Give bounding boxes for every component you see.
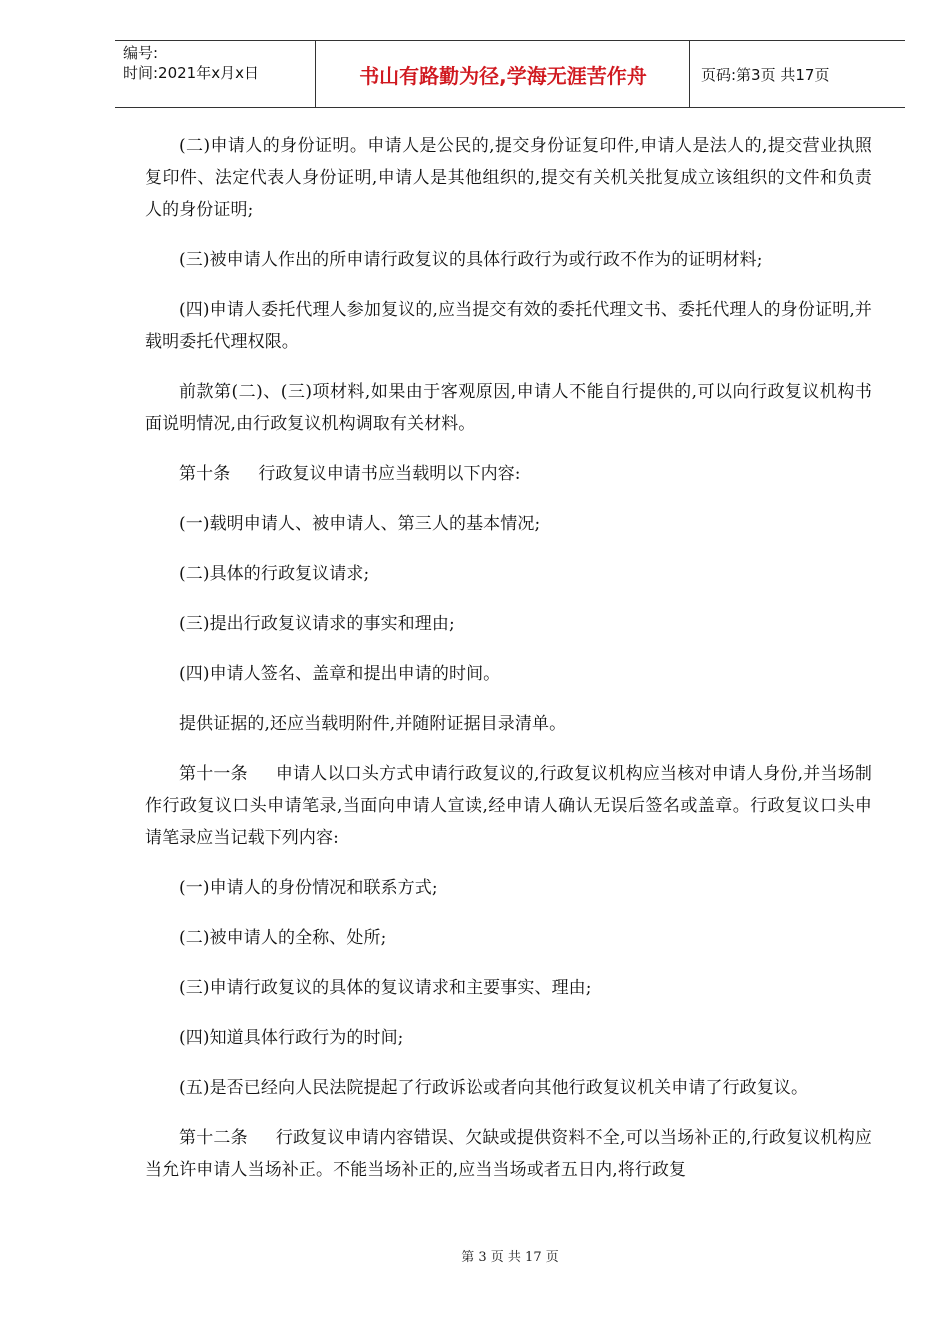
paragraph bbox=[145, 872, 872, 904]
paragraph-text: (三)申请行政复议的具体的复议请求和主要事实、理由; bbox=[179, 978, 592, 998]
header-meta bbox=[123, 43, 313, 83]
header-divider bbox=[689, 41, 690, 107]
paragraph bbox=[145, 708, 872, 740]
paragraph-text: (二)具体的行政复议请求; bbox=[179, 564, 370, 584]
header-divider bbox=[315, 41, 316, 107]
paragraph-text: (五)是否已经向人民法院提起了行政诉讼或者向其他行政复议机关申请了行政复议。 bbox=[179, 1078, 809, 1098]
paragraph-text: 提供证据的,还应当载明附件,并随附证据目录清单。 bbox=[179, 714, 567, 734]
paragraph bbox=[145, 1122, 872, 1186]
paragraph-text: (一)载明申请人、被申请人、第三人的基本情况; bbox=[179, 514, 541, 534]
header-page-label: 页码:第3页 共17页 bbox=[701, 65, 830, 84]
article-number: 第十条 bbox=[179, 464, 231, 484]
document-header bbox=[115, 40, 905, 108]
paragraph bbox=[145, 130, 872, 226]
paragraph bbox=[145, 244, 872, 276]
number-label: 编号: bbox=[123, 44, 159, 62]
paragraph-text: (一)申请人的身份情况和联系方式; bbox=[179, 878, 438, 898]
paragraph bbox=[145, 658, 872, 690]
paragraph-text: 行政复议申请内容错误、欠缺或提供资料不全,可以当场补正的,行政复议机构应当允许申请人当场补正。不能当场补正的,应当当场或者五日内,将行政复 bbox=[145, 1128, 873, 1180]
paragraph bbox=[145, 558, 872, 590]
paragraph-text: (四)申请人签名、盖章和提出申请的时间。 bbox=[179, 664, 501, 684]
paragraph-text: (二)被申请人的全称、处所; bbox=[179, 928, 387, 948]
header-motto: 书山有路勤为径,学海无涯苦作舟 bbox=[359, 63, 647, 88]
paragraph-text: (四)知道具体行政行为的时间; bbox=[179, 1028, 404, 1048]
paragraph-text: 前款第(二)、(三)项材料,如果由于客观原因,申请人不能自行提供的,可以向行政复议机构书面说明情况,由行政复议机构调取有关材料。 bbox=[145, 382, 872, 434]
paragraph bbox=[145, 972, 872, 1004]
document-body bbox=[145, 130, 872, 1204]
paragraph bbox=[145, 508, 872, 540]
paragraph bbox=[145, 758, 872, 854]
paragraph bbox=[145, 922, 872, 954]
article-number: 第十一条 bbox=[179, 764, 248, 784]
paragraph-text: (二)申请人的身份证明。申请人是公民的,提交身份证复印件,申请人是法人的,提交营业执照复印件、法定代表人身份证明,申请人是其他组织的,提交有关机关批复成立该组织的文件和负责人的身份证明; bbox=[145, 136, 872, 220]
paragraph bbox=[145, 1072, 872, 1104]
paragraph bbox=[145, 1022, 872, 1054]
paragraph bbox=[145, 376, 872, 440]
paragraph-text: (三)提出行政复议请求的事实和理由; bbox=[179, 614, 455, 634]
article-number: 第十二条 bbox=[179, 1128, 248, 1148]
paragraph bbox=[145, 294, 872, 358]
page-footer: 第 3 页 共 17 页 bbox=[461, 1250, 559, 1265]
paragraph bbox=[145, 458, 872, 490]
paragraph-text: 行政复议申请书应当载明以下内容: bbox=[258, 464, 521, 484]
paragraph-text: (四)申请人委托代理人参加复议的,应当提交有效的委托代理文书、委托代理人的身份证明,并载明委托代理权限。 bbox=[145, 300, 872, 352]
time-label: 时间:2021年x月x日 bbox=[123, 64, 259, 82]
paragraph bbox=[145, 608, 872, 640]
paragraph-text: (三)被申请人作出的所申请行政复议的具体行政行为或行政不作为的证明材料; bbox=[179, 250, 763, 270]
paragraph-text: 申请人以口头方式申请行政复议的,行政复议机构应当核对申请人身份,并当场制作行政复议口头申请笔录,当面向申请人宣读,经申请人确认无误后签名或盖章。行政复议口头申请笔录应当记载下列内容: bbox=[145, 764, 873, 848]
